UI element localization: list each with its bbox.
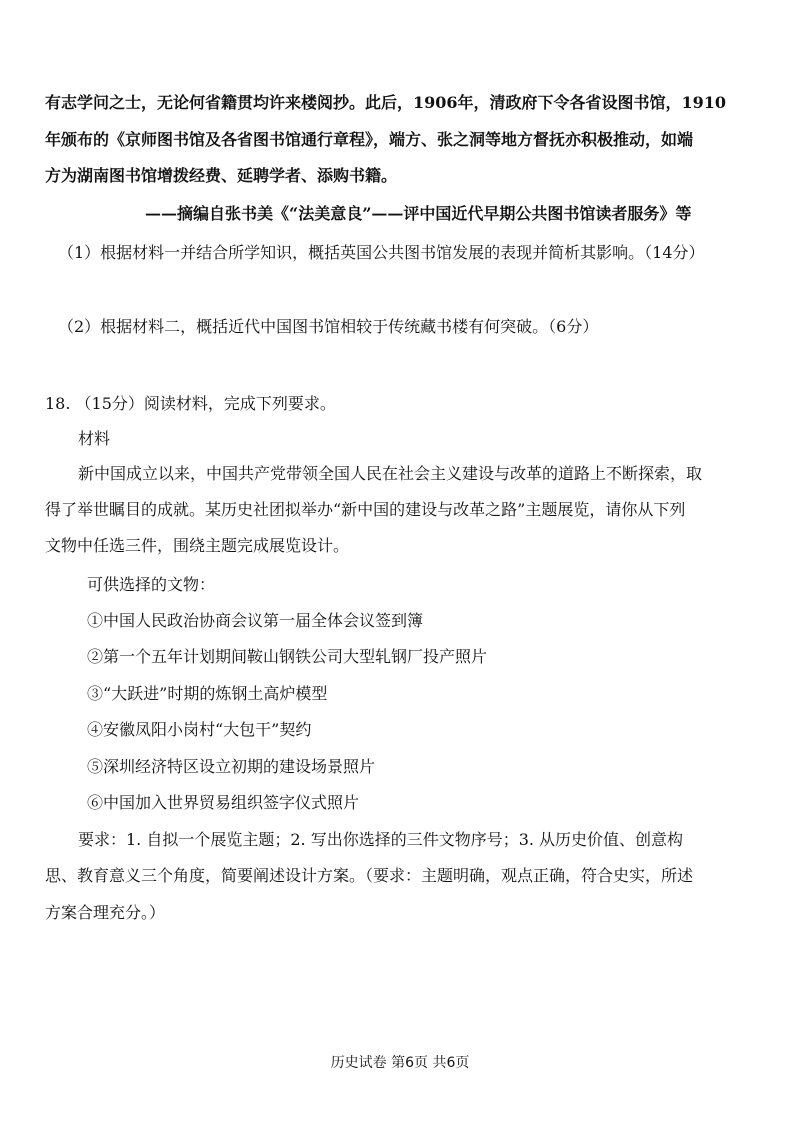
text-line: 方案合理充分。） bbox=[45, 903, 166, 922]
text-line: 文物中任选三件，围绕主题完成展览设计。 bbox=[45, 536, 350, 555]
material-label: 材料 bbox=[78, 429, 111, 448]
text-line: 思、教育意义三个角度，简要阐述设计方案。（要求：主题明确，观点正确，符合史实，所述 bbox=[45, 866, 694, 885]
question-18-heading: 18. （15分）阅读材料，完成下列要求。 bbox=[45, 394, 336, 413]
option-item: ③“大跃进”时期的炼钢土高炉模型 bbox=[87, 684, 328, 703]
option-item: ④安徽凤阳小岗村“大包干”契约 bbox=[87, 720, 312, 739]
option-item: ②第一个五年计划期间鞍山钢铁公司大型轧钢厂投产照片 bbox=[87, 647, 488, 666]
source-citation: ——摘编自张书美《“法美意良”——评中国近代早期公共图书馆读者服务》等 bbox=[145, 204, 692, 223]
page-footer: 历史试卷 第6页 共6页 bbox=[330, 1055, 470, 1071]
text-line: 年颁布的《京师图书馆及各省图书馆通行章程》，端方、张之洞等地方督抚亦积极推动，如端 bbox=[45, 130, 694, 149]
text-line: 有志学问之士，无论何省籍贯均许来楼阅抄。此后，1906年，清政府下令各省设图书馆，1910 bbox=[45, 93, 727, 112]
text-line: 得了举世瞩目的成就。某历史社团拟举办“新中国的建设与改革之路”主题展览，请你从下列 bbox=[45, 500, 686, 519]
text-line: 新中国成立以来，中国共产党带领全国人民在社会主义建设与改革的道路上不断探索，取 bbox=[78, 464, 703, 483]
text-line: 要求：1. 自拟一个展览主题；2. 写出你选择的三件文物序号；3. 从历史价值、创意构 bbox=[78, 830, 684, 849]
option-item: ⑥中国加入世界贸易组织签字仪式照片 bbox=[87, 793, 360, 812]
options-label: 可供选择的文物： bbox=[87, 575, 216, 594]
question-17-2: （2）根据材料二，概括近代中国图书馆相较于传统藏书楼有何突破。（6分） bbox=[58, 317, 599, 336]
question-17-1: （1）根据材料一并结合所学知识，概括英国公共图书馆发展的表现并简析其影响。（14分） bbox=[58, 243, 705, 262]
option-item: ⑤深圳经济特区设立初期的建设场景照片 bbox=[87, 757, 376, 776]
text-line: 方为湖南图书馆增拨经费、延聘学者、添购书籍。 bbox=[45, 166, 398, 185]
option-item: ①中国人民政治协商会议第一届全体会议签到簿 bbox=[87, 611, 424, 630]
